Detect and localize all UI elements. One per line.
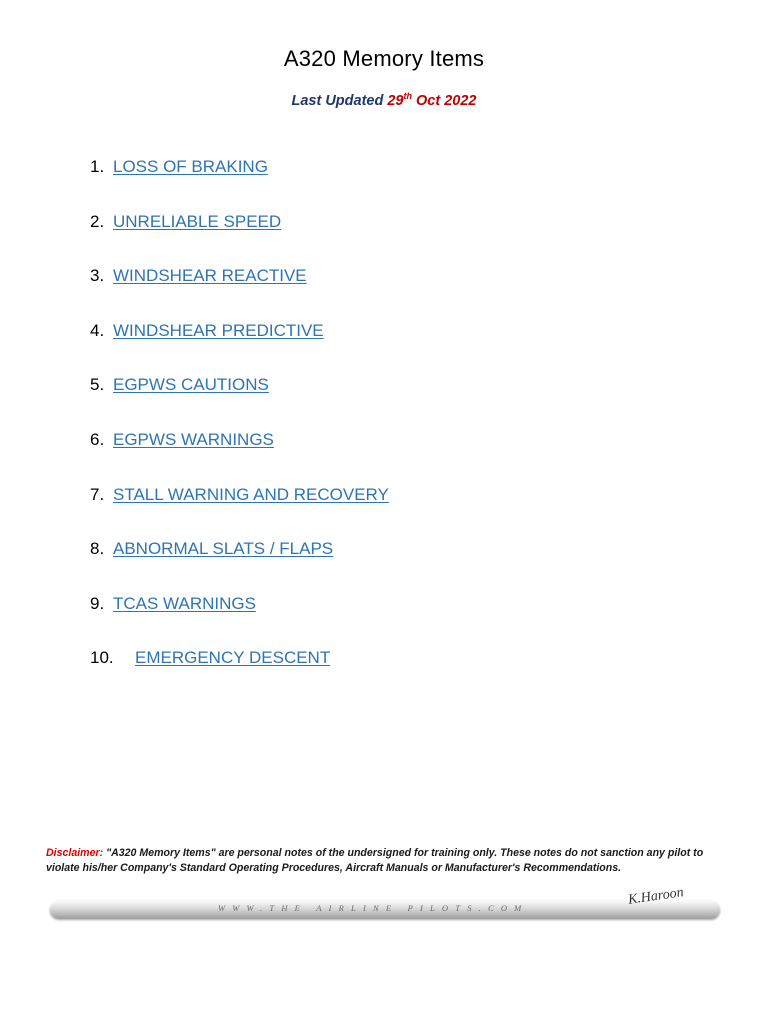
list-item — [90, 429, 389, 484]
item-number: 9. — [90, 593, 105, 613]
item-link-abnormal-slats-flaps[interactable]: ABNORMAL SLATS / FLAPS — [113, 539, 334, 559]
item-link-unreliable-speed[interactable]: UNRELIABLE SPEED — [113, 211, 282, 231]
item-link-windshear-predictive[interactable]: WINDSHEAR PREDICTIVE — [113, 320, 324, 340]
list-item — [90, 374, 389, 429]
footer-bar — [50, 885, 720, 919]
list-item — [90, 265, 389, 320]
item-number: 2. — [90, 211, 105, 231]
list-item — [90, 484, 389, 539]
list-item — [90, 593, 389, 648]
last-updated-month-year: Oct 2022 — [416, 93, 477, 109]
item-number: 3. — [90, 266, 105, 286]
list-item — [90, 211, 389, 266]
author-signature: K.Haroon — [627, 885, 685, 908]
item-link-egpws-warnings[interactable]: EGPWS WARNINGS — [113, 429, 274, 449]
list-item — [90, 156, 389, 211]
item-number: 5. — [90, 375, 105, 395]
footer-url: WWW.THE AIRLINE PILOTS.COM — [218, 903, 529, 913]
item-number: 1. — [90, 157, 105, 176]
last-updated-date — [387, 93, 476, 109]
item-link-emergency-descent[interactable]: EMERGENCY DESCENT — [135, 648, 331, 668]
item-link-loss-of-braking[interactable]: LOSS OF BRAKING — [113, 157, 268, 176]
list-item — [90, 538, 389, 593]
item-link-tcas-warnings[interactable]: TCAS WARNINGS — [113, 593, 256, 613]
disclaimer — [46, 846, 726, 876]
item-link-stall-warning-and-recovery[interactable]: STALL WARNING AND RECOVERY — [113, 484, 389, 504]
item-link-egpws-cautions[interactable]: EGPWS CAUTIONS — [113, 375, 269, 395]
list-item — [90, 647, 389, 702]
last-updated — [0, 93, 768, 109]
item-number: 10. — [90, 648, 114, 668]
disclaimer-text: "A320 Memory Items" are personal notes of the undersigned for training only. These notes do not sanction any pilot to violate his/her Company's Standard Operating Procedures, Aircraft Manuals or Manufacturer's Recommendations. — [46, 847, 704, 874]
list-item — [90, 320, 389, 375]
item-number: 4. — [90, 320, 105, 340]
page-title: A320 Memory Items — [283, 46, 485, 71]
item-number: 6. — [90, 429, 105, 449]
last-updated-day-suffix: th — [403, 91, 412, 101]
item-number: 8. — [90, 539, 105, 559]
item-number: 7. — [90, 484, 105, 504]
item-link-windshear-reactive[interactable]: WINDSHEAR REACTIVE — [113, 266, 307, 286]
last-updated-day: 29 — [387, 93, 404, 109]
last-updated-label: Last Updated — [291, 93, 384, 109]
memory-items-list — [90, 156, 389, 702]
disclaimer-label: Disclaimer: — [46, 847, 104, 859]
